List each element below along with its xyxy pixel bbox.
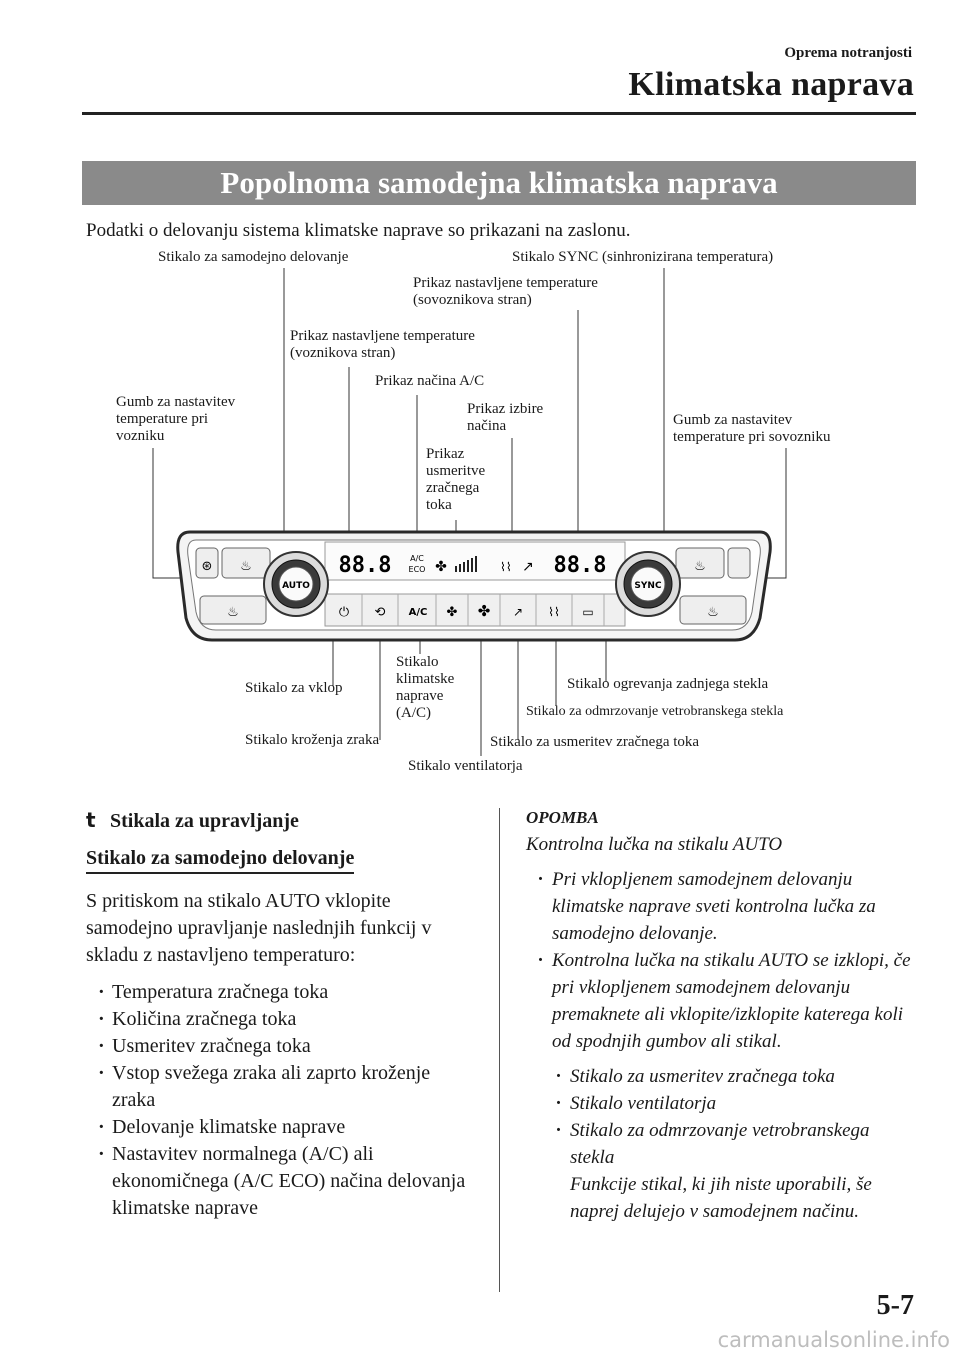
- label-pass-knob: Gumb za nastavitev temperature pri sovozniku: [673, 412, 831, 445]
- list-item: · Vstop svežega zraka ali zaprto kroženje zraka: [98, 1060, 476, 1114]
- driver-seat-vent-icon[interactable]: ♨: [227, 605, 239, 620]
- fan-display-icon: ✤: [435, 559, 447, 575]
- list-item: · Usmeritev zračnega toka: [98, 1033, 476, 1060]
- list-item: · Delovanje klimatske naprave: [98, 1114, 476, 1141]
- note-box: [526, 808, 916, 1225]
- note-tail: Funkcije stikal, ki jih niste uporabili, še naprej delujejo v samodejnem načinu.: [570, 1174, 872, 1222]
- label-windshield-defrost: Stikalo za odmrzovanje vetrobranskega stekla: [526, 704, 784, 719]
- label-sync-switch: Stikalo SYNC (sinhronizirana temperatura): [512, 249, 774, 265]
- section-mark-icon: t: [86, 808, 96, 832]
- control-panel: [178, 532, 771, 640]
- driver-temp-readout: 88.8: [338, 553, 392, 578]
- running-header-section: Oprema notranjosti: [784, 45, 912, 61]
- note-sublist: [526, 1063, 916, 1171]
- list-item: · Stikalo ventilatorja: [556, 1090, 916, 1117]
- label-airflow-switch: Stikalo za usmeritev zračnega toka: [490, 734, 700, 750]
- watermark: carmanualsonline.info: [717, 1328, 950, 1352]
- pass-seat-vent-icon[interactable]: ♨: [707, 605, 719, 620]
- page-number: 5-7: [876, 1290, 914, 1321]
- auto-description: S pritiskom na stikalo AUTO vklopite samodejno upravljanje naslednjih funkcij v skladu z nastavljeno temperaturo:: [86, 890, 432, 966]
- auto-function-list: [86, 979, 476, 1222]
- airflow-mode-display-icon: ↗: [522, 559, 534, 575]
- label-power-switch: Stikalo za vklop: [245, 680, 343, 696]
- steering-heat-icon[interactable]: ⊛: [201, 559, 213, 574]
- label-fan-switch: Stikalo ventilatorja: [408, 758, 523, 774]
- label-ac-mode-display: Prikaz načina A/C: [375, 373, 485, 389]
- label-driver-temp-display: Prikaz nastavljene temperature (voznikova stran): [290, 328, 475, 361]
- ac-badge: A/C: [410, 554, 424, 563]
- pass-temp-readout: 88.8: [553, 553, 607, 578]
- intro-text: Podatki o delovanju sistema klimatske naprave so prikazani na zaslonu.: [86, 220, 631, 241]
- list-item: · Stikalo za odmrzovanje vetrobranskega stekla: [556, 1117, 916, 1171]
- power-icon[interactable]: ⏻: [338, 605, 350, 620]
- note-list: [526, 866, 916, 1055]
- label-recirc-switch: Stikalo kroženja zraka: [245, 732, 380, 748]
- pass-seat-heat-icon[interactable]: ♨: [694, 559, 706, 574]
- list-item: · Kontrolna lučka na stikalu AUTO se izklopi, če pri vklopljenem samodejnem delovanju premaknete ali vklopite/izklopite katerega koli od spodnjih gumbov ali stikal.: [538, 947, 916, 1055]
- section-banner: Popolnoma samodejna klimatska naprava: [82, 161, 916, 205]
- label-mode-select-display: Prikaz izbire načina: [467, 401, 544, 434]
- list-item: · Temperatura zračnega toka: [98, 979, 476, 1006]
- note-subtitle: Kontrolna lučka na stikalu AUTO: [526, 834, 783, 855]
- defrost-display-icon: ⌇⌇: [500, 560, 512, 574]
- list-item: · Pri vklopljenem samodejnem delovanju klimatske naprave sveti kontrolna lučka za samodejno delovanje.: [538, 866, 916, 947]
- driver-seat-heat-icon[interactable]: ♨: [240, 559, 252, 574]
- auto-button-label[interactable]: AUTO: [282, 581, 310, 591]
- label-pass-temp-display: Prikaz nastavljene temperature (sovoznikova stran): [413, 275, 598, 308]
- subsection-title: Stikalo za samodejno delovanje: [86, 847, 354, 874]
- list-item: · Stikalo za usmeritev zračnega toka: [556, 1063, 916, 1090]
- windshield-defrost-icon[interactable]: ⌇⌇: [548, 605, 560, 619]
- ac-button-label[interactable]: A/C: [408, 607, 428, 618]
- note-title: OPOMBA: [526, 808, 599, 827]
- list-item: · Nastavitev normalnega (A/C) ali ekonomičnega (A/C ECO) načina delovanja klimatske naprave: [98, 1141, 476, 1222]
- fan-up-icon[interactable]: ✤: [477, 602, 491, 620]
- sync-button-label[interactable]: SYNC: [634, 581, 662, 591]
- label-auto-switch: Stikalo za samodejno delovanje: [158, 249, 349, 265]
- list-item: · Količina zračnega toka: [98, 1006, 476, 1033]
- label-airflow-display: Prikaz usmeritve zračnega toka: [426, 446, 486, 513]
- column-divider: [499, 808, 500, 1292]
- rear-defrost-icon[interactable]: ▭: [582, 605, 594, 619]
- section-heading: [86, 808, 476, 833]
- fan-down-icon[interactable]: ✤: [446, 605, 458, 620]
- left-column: [86, 808, 476, 1222]
- label-rear-defrost: Stikalo ogrevanja zadnjega stekla: [567, 676, 769, 692]
- airflow-mode-icon[interactable]: ↗: [512, 605, 524, 619]
- recirculation-icon[interactable]: ⟲: [374, 605, 386, 620]
- label-ac-switch: Stikalo klimatske naprave (A/C): [396, 654, 455, 721]
- section-title: Stikala za upravljanje: [110, 810, 299, 832]
- label-driver-knob: Gumb za nastavitev temperature pri vozniku: [116, 394, 236, 444]
- eco-badge: ECO: [408, 565, 426, 574]
- running-header-chapter: Klimatska naprava: [628, 66, 914, 103]
